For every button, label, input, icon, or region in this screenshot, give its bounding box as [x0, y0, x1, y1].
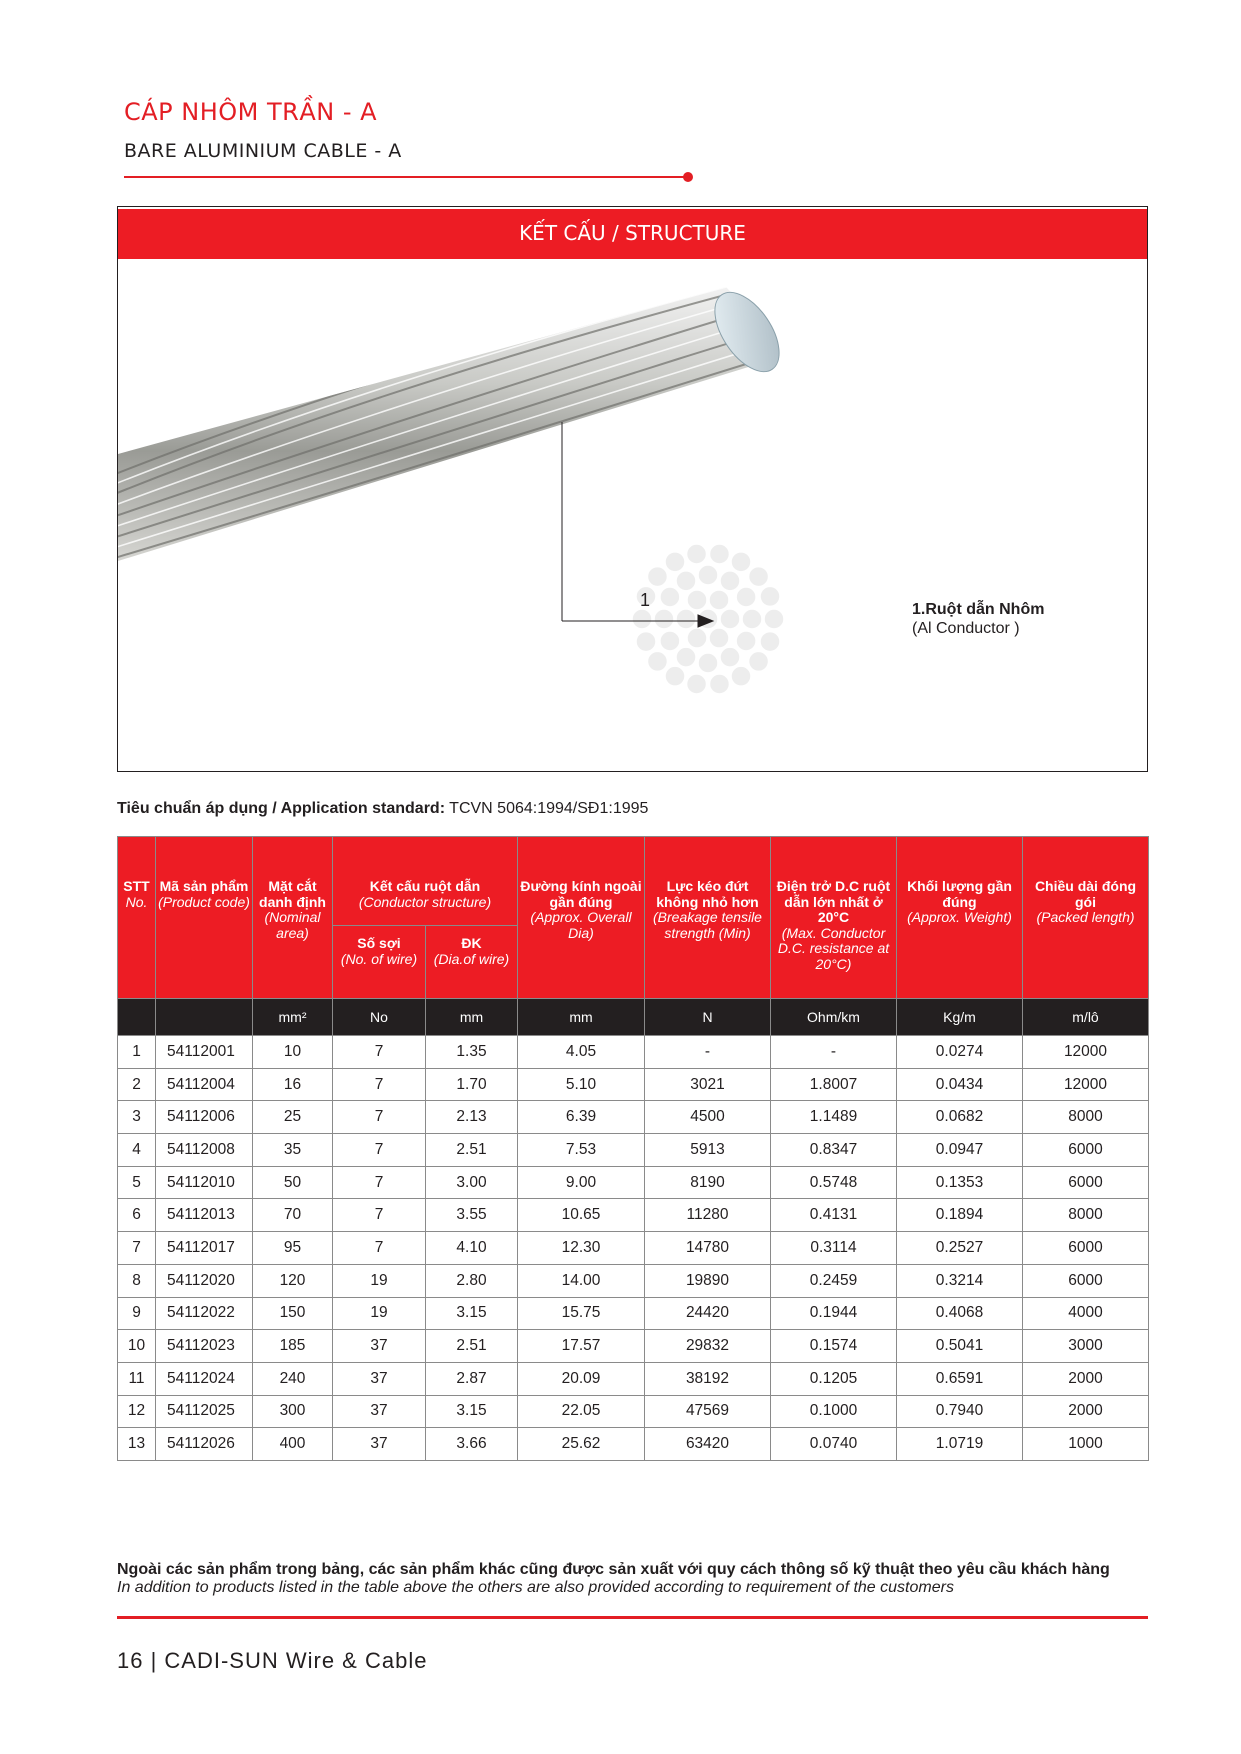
table-row [118, 1166, 1149, 1199]
table-row [118, 1036, 1149, 1069]
table-cell: 37 [333, 1395, 426, 1428]
page-title-vn: CÁP NHÔM TRẦN - A [124, 98, 378, 126]
page-footer: 16 | CADI-SUN Wire & Cable [117, 1648, 428, 1673]
strand [709, 628, 729, 648]
table-cell: 6.39 [518, 1101, 645, 1134]
strand [709, 674, 729, 694]
table-row [118, 1199, 1149, 1232]
structure-panel [117, 206, 1148, 772]
table-cell: 8190 [645, 1166, 771, 1199]
table-body [118, 1036, 1149, 1461]
table-cell: 0.2459 [771, 1264, 897, 1297]
table-row [118, 1134, 1149, 1167]
table-row [118, 1395, 1149, 1428]
table-cell: 300 [253, 1395, 333, 1428]
table-unit-row [118, 999, 1149, 1036]
header-stt: STT No. [118, 837, 156, 999]
strand [731, 666, 751, 686]
strand [687, 590, 707, 610]
table-cell: 54112006 [156, 1101, 253, 1134]
table-cell: 6000 [1023, 1232, 1149, 1265]
strand [660, 631, 680, 651]
standard-label: Tiêu chuẩn áp dụng / Application standard: [117, 800, 446, 817]
table-cell: 6000 [1023, 1166, 1149, 1199]
header-wires: Số sợi (No. of wire) [333, 926, 426, 999]
strand [749, 567, 769, 587]
header-tensile: Lực kéo đứt không nhỏ hơn (Breakage tensile strength (Min) [645, 837, 771, 999]
unit-cell: mm [426, 999, 518, 1036]
strand [647, 651, 667, 671]
table-cell: 9.00 [518, 1166, 645, 1199]
legend-label: 1.Ruột dẫn Nhôm [912, 601, 1045, 618]
table-cell: 4.10 [426, 1232, 518, 1265]
header-dia: ĐK (Dia.of wire) [426, 926, 518, 999]
table-cell: 5 [118, 1166, 156, 1199]
strand [720, 571, 740, 591]
table-cell: 150 [253, 1297, 333, 1330]
table-cell: 2000 [1023, 1362, 1149, 1395]
table-cell: 0.0947 [897, 1134, 1023, 1167]
strand [742, 609, 762, 629]
table-cell: 0.4068 [897, 1297, 1023, 1330]
header-length: Chiều dài đóng gói (Packed length) [1023, 837, 1149, 999]
table-cell: 1.8007 [771, 1068, 897, 1101]
table-cell: 0.0740 [771, 1428, 897, 1461]
structure-header: KẾT CẤU / STRUCTURE [118, 207, 1147, 259]
spec-table [117, 836, 1149, 1461]
table-cell: 12000 [1023, 1036, 1149, 1069]
table-cell: 2.87 [426, 1362, 518, 1395]
table-cell: 70 [253, 1199, 333, 1232]
table-cell: 1.1489 [771, 1101, 897, 1134]
table-cell: 8000 [1023, 1101, 1149, 1134]
table-cell: 1000 [1023, 1428, 1149, 1461]
header-structure: Kết cấu ruột dẫn (Conductor structure) [333, 837, 518, 926]
table-row [118, 1068, 1149, 1101]
table-cell: 37 [333, 1428, 426, 1461]
table-cell: 0.6591 [897, 1362, 1023, 1395]
unit-cell: Ohm/km [771, 999, 897, 1036]
table-cell: 0.5748 [771, 1166, 897, 1199]
strand [731, 552, 751, 572]
table-cell: 3.00 [426, 1166, 518, 1199]
strand [665, 552, 685, 572]
table-cell: 8000 [1023, 1199, 1149, 1232]
table-cell: 13 [118, 1428, 156, 1461]
header-resistance: Điện trở D.C ruột dẫn lớn nhất ở 20°C (Max. Conductor D.C. resistance at 20°C) [771, 837, 897, 999]
table-cell: 54112023 [156, 1330, 253, 1363]
table-cell: 54112026 [156, 1428, 253, 1461]
table-cell: 12 [118, 1395, 156, 1428]
unit-cell: No [333, 999, 426, 1036]
callout-number: 1 [640, 590, 651, 610]
table-cell: 14.00 [518, 1264, 645, 1297]
table-cell: 2.51 [426, 1330, 518, 1363]
strand [676, 571, 696, 591]
table-cell: 37 [333, 1330, 426, 1363]
page-title-en: BARE ALUMINIUM CABLE - A [124, 140, 402, 162]
table-cell: 7 [118, 1232, 156, 1265]
table-cell: 7 [333, 1232, 426, 1265]
strand [709, 544, 729, 564]
legend-sublabel: (Al Conductor ) [912, 620, 1020, 637]
footnote-vn: Ngoài các sản phẩm trong bảng, các sản phẩm khác cũng được sản xuất với quy cách thông số kỹ thuật theo yêu cầu khách hàng [117, 1561, 1110, 1578]
table-cell: 3000 [1023, 1330, 1149, 1363]
strand [654, 609, 674, 629]
table-cell: 25 [253, 1101, 333, 1134]
table-cell: 400 [253, 1428, 333, 1461]
table-cell: 0.1353 [897, 1166, 1023, 1199]
table-cell: 9 [118, 1297, 156, 1330]
table-cell: 4 [118, 1134, 156, 1167]
strand [687, 544, 707, 564]
table-cell: 22.05 [518, 1395, 645, 1428]
strand [760, 586, 780, 606]
table-cell: 54112013 [156, 1199, 253, 1232]
table-cell: 1.0719 [897, 1428, 1023, 1461]
unit-cell: Kg/m [897, 999, 1023, 1036]
table-cell: 0.0434 [897, 1068, 1023, 1101]
table-cell: 12.30 [518, 1232, 645, 1265]
table-cell: 7 [333, 1134, 426, 1167]
table-cell: 10 [253, 1036, 333, 1069]
table-cell: 0.8347 [771, 1134, 897, 1167]
table-cell: 16 [253, 1068, 333, 1101]
unit-cell: mm [518, 999, 645, 1036]
table-cell: 50 [253, 1166, 333, 1199]
table-cell: 37 [333, 1362, 426, 1395]
table-row [118, 1428, 1149, 1461]
table-cell: 19 [333, 1297, 426, 1330]
table-cell: 0.3214 [897, 1264, 1023, 1297]
header-overall: Đường kính ngoài gần đúng (Approx. Overall Dia) [518, 837, 645, 999]
table-cell: 5913 [645, 1134, 771, 1167]
strand [676, 609, 696, 629]
table-cell: 3021 [645, 1068, 771, 1101]
table-cell: 95 [253, 1232, 333, 1265]
table-cell: 7.53 [518, 1134, 645, 1167]
table-cell: - [771, 1036, 897, 1069]
table-cell: 10 [118, 1330, 156, 1363]
cable-body [78, 246, 908, 589]
header-area: Mặt cắt danh định (Nominal area) [253, 837, 333, 999]
strand [687, 674, 707, 694]
table-row [118, 1264, 1149, 1297]
table-cell: 0.7940 [897, 1395, 1023, 1428]
table-cell: 15.75 [518, 1297, 645, 1330]
table-cell: 54112008 [156, 1134, 253, 1167]
unit-cell [156, 999, 253, 1036]
table-row [118, 1330, 1149, 1363]
cable-illustration [118, 259, 1147, 771]
table-cell: 4500 [645, 1101, 771, 1134]
table-cell: 47569 [645, 1395, 771, 1428]
table-cell: 19 [333, 1264, 426, 1297]
strand [760, 632, 780, 652]
unit-cell: N [645, 999, 771, 1036]
table-cell: 0.1574 [771, 1330, 897, 1363]
table-cell: 7 [333, 1036, 426, 1069]
table-cell: 54112001 [156, 1036, 253, 1069]
table-cell: 29832 [645, 1330, 771, 1363]
table-cell: 7 [333, 1166, 426, 1199]
table-cell: 7 [333, 1199, 426, 1232]
strand [698, 653, 718, 673]
strand [665, 666, 685, 686]
title-underline-dot [683, 172, 693, 182]
table-cell: 19890 [645, 1264, 771, 1297]
title-underline [124, 176, 688, 178]
table-cell: 20.09 [518, 1362, 645, 1395]
table-cell: 54112022 [156, 1297, 253, 1330]
table-cell: 4.05 [518, 1036, 645, 1069]
strand [736, 587, 756, 607]
table-cell: 3.15 [426, 1297, 518, 1330]
unit-cell: mm² [253, 999, 333, 1036]
footnote [117, 1561, 1110, 1597]
table-cell: 12000 [1023, 1068, 1149, 1101]
strand [687, 628, 707, 648]
strand [698, 565, 718, 585]
table-cell: 17.57 [518, 1330, 645, 1363]
application-standard [117, 800, 648, 818]
header-weight: Khối lượng gần đúng (Approx. Weight) [897, 837, 1023, 999]
table-cell: 54112004 [156, 1068, 253, 1101]
structure-legend [912, 600, 1044, 638]
unit-cell: m/lô [1023, 999, 1149, 1036]
table-cell: 54112020 [156, 1264, 253, 1297]
table-cell: 185 [253, 1330, 333, 1363]
table-cell: 0.0274 [897, 1036, 1023, 1069]
table-cell: 1.35 [426, 1036, 518, 1069]
table-cell: - [645, 1036, 771, 1069]
table-cell: 10.65 [518, 1199, 645, 1232]
table-cell: 4000 [1023, 1297, 1149, 1330]
table-cell: 6 [118, 1199, 156, 1232]
standard-value: TCVN 5064:1994/SĐ1:1995 [445, 800, 649, 817]
table-cell: 25.62 [518, 1428, 645, 1461]
strand [636, 632, 656, 652]
footer-rule [117, 1616, 1148, 1619]
table-cell: 7 [333, 1101, 426, 1134]
table-cell: 0.1000 [771, 1395, 897, 1428]
strand [736, 631, 756, 651]
table-cell: 120 [253, 1264, 333, 1297]
table-cell: 3 [118, 1101, 156, 1134]
strand [647, 567, 667, 587]
strand [749, 651, 769, 671]
table-cell: 54112010 [156, 1166, 253, 1199]
table-cell: 0.1205 [771, 1362, 897, 1395]
table-cell: 2000 [1023, 1395, 1149, 1428]
strand [676, 647, 696, 667]
unit-cell [118, 999, 156, 1036]
table-cell: 54112024 [156, 1362, 253, 1395]
strand [660, 587, 680, 607]
table-cell: 35 [253, 1134, 333, 1167]
table-cell: 0.0682 [897, 1101, 1023, 1134]
strand [720, 609, 740, 629]
strand [764, 609, 784, 629]
table-cell: 3.55 [426, 1199, 518, 1232]
strand [709, 590, 729, 610]
table-cell: 2.80 [426, 1264, 518, 1297]
strand [720, 647, 740, 667]
table-cell: 5.10 [518, 1068, 645, 1101]
table-cell: 3.66 [426, 1428, 518, 1461]
table-cell: 2.51 [426, 1134, 518, 1167]
table-header-row [118, 837, 1149, 926]
table-row [118, 1362, 1149, 1395]
table-cell: 1 [118, 1036, 156, 1069]
table-cell: 14780 [645, 1232, 771, 1265]
table-cell: 63420 [645, 1428, 771, 1461]
table-cell: 2.13 [426, 1101, 518, 1134]
table-cell: 0.2527 [897, 1232, 1023, 1265]
table-row [118, 1297, 1149, 1330]
table-row [118, 1101, 1149, 1134]
table-cell: 11280 [645, 1199, 771, 1232]
table-cell: 1.70 [426, 1068, 518, 1101]
table-cell: 6000 [1023, 1134, 1149, 1167]
footnote-en: In addition to products listed in the table above the others are also provided according to requirement of the customers [117, 1579, 954, 1596]
header-code: Mã sản phẩm (Product code) [156, 837, 253, 999]
table-cell: 54112017 [156, 1232, 253, 1265]
table-cell: 240 [253, 1362, 333, 1395]
table-cell: 2 [118, 1068, 156, 1101]
table-cell: 0.1894 [897, 1199, 1023, 1232]
table-cell: 7 [333, 1068, 426, 1101]
table-cell: 3.15 [426, 1395, 518, 1428]
table-cell: 11 [118, 1362, 156, 1395]
table-cell: 38192 [645, 1362, 771, 1395]
table-cell: 8 [118, 1264, 156, 1297]
table-cell: 0.5041 [897, 1330, 1023, 1363]
table-cell: 0.4131 [771, 1199, 897, 1232]
table-cell: 0.1944 [771, 1297, 897, 1330]
strand [632, 609, 652, 629]
table-row [118, 1232, 1149, 1265]
table-cell: 6000 [1023, 1264, 1149, 1297]
table-cell: 54112025 [156, 1395, 253, 1428]
table-cell: 0.3114 [771, 1232, 897, 1265]
table-cell: 24420 [645, 1297, 771, 1330]
